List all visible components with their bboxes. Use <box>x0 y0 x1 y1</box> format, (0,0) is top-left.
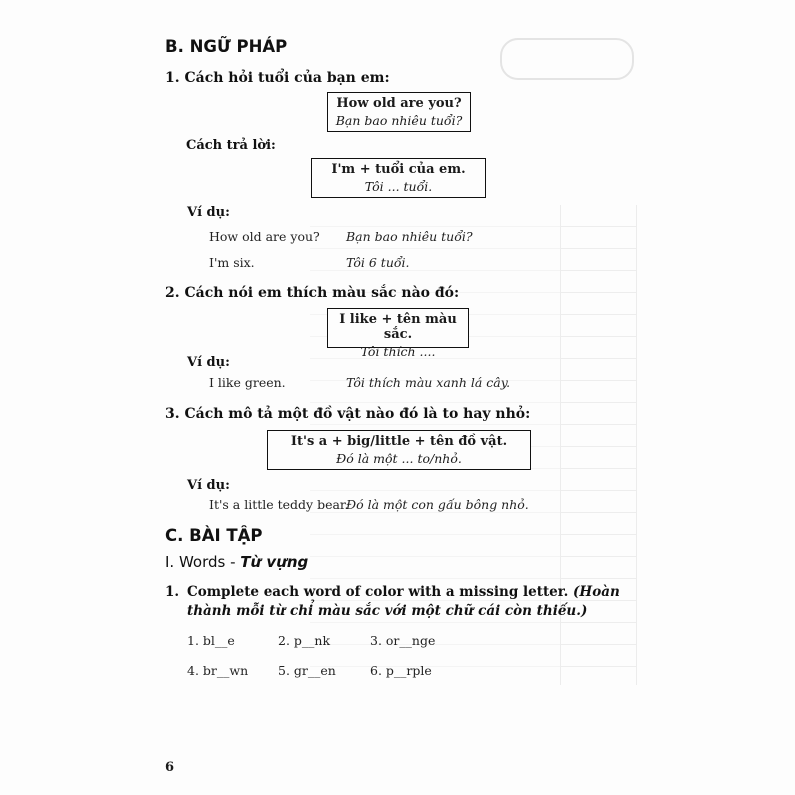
item1-box-vi: Bạn bao nhiêu tuổi? <box>335 113 463 128</box>
exercise-1-instruction-vi: (Hoàn thành mỗi từ chỉ màu sắc với một chữ cái còn thiếu.) <box>187 584 620 619</box>
item3-pattern-box <box>267 430 531 470</box>
item3-box-vi: Đó là một ... to/nhỏ. <box>336 451 462 466</box>
item1-title: 1. Cách hỏi tuổi của bạn em: <box>165 70 390 86</box>
words-heading-en: I. Words - <box>165 553 241 571</box>
item1-box-en: How old are you? <box>336 96 462 111</box>
item3-title: 3. Cách mô tả một đồ vật nào đó là to hay nhỏ: <box>165 406 531 422</box>
item3-example-en: It's a little teddy bear. <box>209 497 349 512</box>
exercise-1-instruction-en: Complete each word of color with a missing letter. <box>187 584 574 600</box>
exercise-1-number: 1. <box>165 584 180 600</box>
option-4: 4. br__wn <box>187 663 249 678</box>
example1-en: How old are you? <box>209 229 320 244</box>
exercise-1-instruction <box>187 583 645 621</box>
answer-box-en: I'm + tuổi của em. <box>331 162 466 177</box>
page-number: 6 <box>165 760 175 775</box>
answer-label: Cách trả lời: <box>186 138 276 153</box>
example2-vi: Tôi 6 tuổi. <box>346 255 410 270</box>
exercise-1 <box>165 583 645 621</box>
option-2: 2. p__nk <box>278 633 331 648</box>
option-1: 1. bl__e <box>187 633 235 648</box>
words-heading-vi: Từ vựng <box>240 553 309 571</box>
item2-example-vi: Tôi thích màu xanh lá cây. <box>346 375 511 390</box>
item2-title: 2. Cách nói em thích màu sắc nào đó: <box>165 285 460 301</box>
item2-box-vi: Tôi thích .... <box>360 344 436 359</box>
ghost-starter-badge <box>500 38 634 80</box>
example1-vi: Bạn bao nhiêu tuổi? <box>346 229 473 244</box>
section-b-title: B. NGỮ PHÁP <box>165 37 288 56</box>
item2-example-en: I like green. <box>209 375 286 390</box>
answer-pattern-box <box>311 158 486 198</box>
item1-example-label: Ví dụ: <box>187 205 230 220</box>
option-3: 3. or__nge <box>370 633 436 648</box>
item3-box-en: It's a + big/little + tên đồ vật. <box>290 434 508 449</box>
option-6: 6. p__rple <box>370 663 432 678</box>
words-heading <box>165 553 308 571</box>
item2-example-label: Ví dụ: <box>187 355 230 370</box>
answer-box-vi: Tôi ... tuổi. <box>364 179 433 194</box>
option-5: 5. gr__en <box>278 663 336 678</box>
item2-box-en: I like + tên màu sắc. <box>339 312 457 342</box>
item2-pattern-box <box>327 308 469 359</box>
example2-en: I'm six. <box>209 255 255 270</box>
item1-pattern-box <box>327 92 471 132</box>
item3-example-vi: Đó là một con gấu bông nhỏ. <box>346 497 529 512</box>
section-c-title: C. BÀI TẬP <box>165 526 263 545</box>
item3-example-label: Ví dụ: <box>187 478 230 493</box>
